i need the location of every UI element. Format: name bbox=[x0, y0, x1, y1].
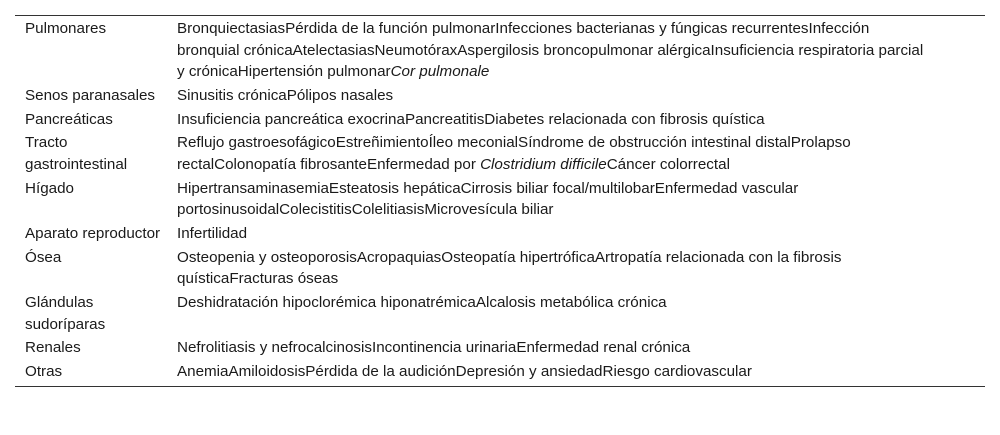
table-row bbox=[15, 84, 985, 108]
table-row bbox=[15, 246, 985, 291]
manifestation-text: HipertransaminasemiaEsteatosis hepáticaCirrosis biliar focal/multilobarEnfermedad vascular portosinusoidalColecistitisColelitiasisMicrovesícula biliar bbox=[177, 179, 799, 219]
table-row bbox=[15, 16, 985, 84]
category-cell: Pulmonares bbox=[25, 20, 107, 37]
category-cell: Renales bbox=[25, 339, 81, 357]
table-body bbox=[15, 16, 985, 387]
manifestation-text: Cáncer colorrectal bbox=[606, 155, 730, 173]
manifestation-text: Deshidratación hipoclorémica hiponatrémicaAlcalosis metabólica crónica bbox=[177, 294, 667, 312]
manifestations-cell bbox=[167, 246, 985, 291]
manifestations-cell bbox=[167, 291, 985, 336]
category-cell: Glándulas sudoríparas bbox=[25, 294, 106, 333]
manifestations-cell bbox=[167, 336, 985, 360]
manifestation-text: Reflujo gastroesofágicoEstreñimientoÍleo meconialSíndrome de obstrucción intestinal distalProlapso rectalColonopatía fibrosanteEnfermedad por bbox=[177, 134, 851, 173]
table-row bbox=[15, 222, 985, 246]
manifestations-cell bbox=[167, 222, 985, 246]
manifestations-cell bbox=[167, 131, 985, 176]
manifestation-text: AnemiaAmiloidosisPérdida de la audiciónDepresión y ansiedadRiesgo cardiovascular bbox=[177, 363, 752, 381]
manifestations-cell bbox=[167, 177, 985, 222]
manifestations-cell bbox=[167, 360, 985, 386]
italic-term: Cor pulmonale bbox=[390, 63, 490, 80]
category-cell: Hígado bbox=[25, 179, 74, 197]
manifestation-text: Nefrolitiasis y nefrocalcinosisIncontinencia urinariaEnfermedad renal crónica bbox=[177, 339, 691, 357]
manifestations-cell bbox=[167, 84, 985, 108]
manifestation-text: Insuficiencia pancreática exocrinaPancreatitisDiabetes relacionada con fibrosis quística bbox=[177, 110, 765, 128]
category-cell: Senos paranasales bbox=[25, 86, 156, 104]
manifestation-text: Osteopenia y osteoporosisAcropaquiasOsteopatía hipertróficaArtropatía relacionada con la fibrosis quísticaFracturas óseas bbox=[177, 248, 842, 288]
italic-term: Clostridium difficile bbox=[480, 155, 607, 173]
table-row bbox=[15, 177, 985, 222]
manifestation-text: Sinusitis crónicaPólipos nasales bbox=[177, 86, 394, 104]
manifestation-text: BronquiectasiasPérdida de la función pulmonarInfecciones bacterianas y fúngicas recurrentesInfección bronquial crónicaAtelectasiasNeumotóraxAspergilosis broncopulmonar alérgicaInsuficiencia respiratoria parcial y crónicaHipertensión pulmonar bbox=[177, 20, 924, 80]
manifestations-table bbox=[15, 15, 985, 387]
table-row bbox=[15, 131, 985, 176]
category-cell: Otras bbox=[25, 363, 63, 381]
table-row bbox=[15, 108, 985, 132]
manifestations-cell bbox=[167, 16, 985, 84]
category-cell: Pancreáticas bbox=[25, 110, 113, 128]
category-cell: Tracto gastrointestinal bbox=[25, 134, 128, 173]
table-row bbox=[15, 291, 985, 336]
manifestation-text: Infertilidad bbox=[177, 224, 248, 242]
table-row bbox=[15, 336, 985, 360]
table-row bbox=[15, 360, 985, 386]
manifestations-cell bbox=[167, 108, 985, 132]
category-cell: Aparato reproductor bbox=[25, 224, 161, 242]
category-cell: Ósea bbox=[25, 248, 62, 266]
